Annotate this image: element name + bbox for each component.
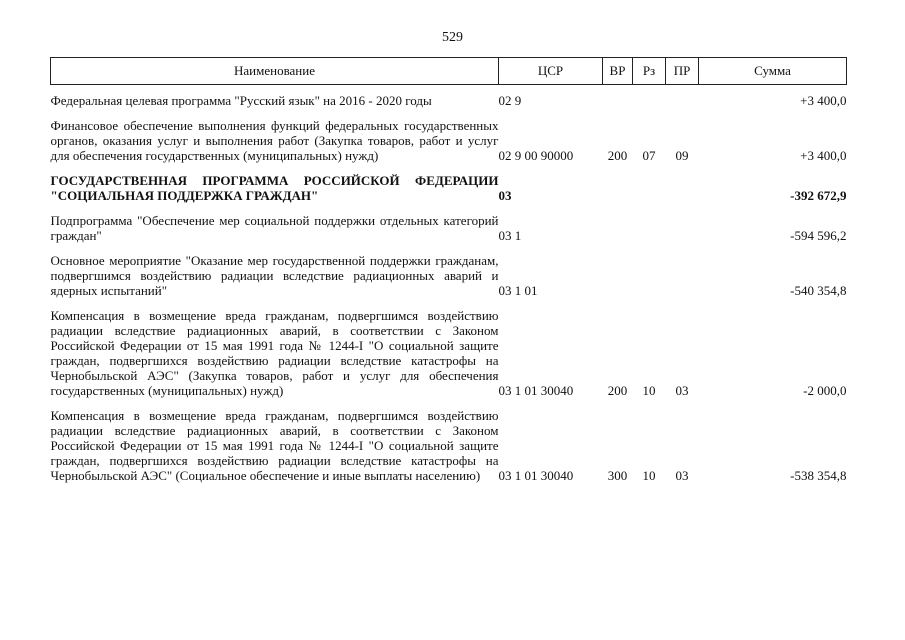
table-row	[51, 243, 847, 298]
budget-table	[50, 57, 847, 483]
header-csr: ЦСР	[499, 58, 603, 85]
row-vr: 200	[607, 148, 628, 163]
table-row	[51, 398, 847, 483]
table-row	[51, 163, 847, 203]
row-csr: 03 1 01	[498, 283, 538, 298]
row-rz: 07	[642, 148, 656, 163]
row-name: Компенсация в возмещение вреда гражданам, подвергшимся воздействию радиации вследствие радиационных аварий, в соответствии с Законом Российской Федерации от 15 мая 1991 года № 1244-I "О социальной защите граждан, подвергшихся воздействию радиации вследствие катастрофы на Чернобыльской АЭС" (Социальное обеспечение и иные выплаты населению)	[50, 408, 499, 483]
row-vr	[603, 85, 633, 109]
row-vr: 300	[607, 468, 628, 483]
table-row	[51, 298, 847, 398]
row-sum: +3 400,0	[800, 148, 847, 163]
row-pr: 03	[675, 383, 689, 398]
table-row	[51, 108, 847, 163]
header-sum: Сумма	[699, 58, 847, 85]
page-number: 529	[442, 30, 463, 45]
row-csr: 02 9 00 90000	[498, 148, 574, 163]
row-rz	[633, 243, 666, 298]
row-pr: 03	[675, 468, 689, 483]
table-row	[51, 203, 847, 243]
row-sum: +3 400,0	[800, 93, 847, 108]
table-row	[51, 85, 847, 109]
row-name: Финансовое обеспечение выполнения функций федеральных государственных органов, оказания услуг и выполнения работ (Закупка товаров, работ и услуг для обеспечения государственных (муниципальных) нужд)	[50, 118, 499, 163]
row-sum: -392 672,9	[790, 188, 847, 203]
row-rz: 10	[642, 468, 656, 483]
row-sum: -540 354,8	[790, 283, 847, 298]
header-pr: ПР	[666, 58, 699, 85]
row-rz	[633, 85, 666, 109]
row-name: Подпрограмма "Обеспечение мер социальной поддержки отдельных категорий граждан"	[50, 213, 499, 243]
row-pr	[666, 203, 699, 243]
row-rz	[633, 203, 666, 243]
row-vr	[603, 203, 633, 243]
row-name: Основное мероприятие "Оказание мер государственной поддержки гражданам, подвергшимся воздействию радиации вследствие радиационных аварий и ядерных испытаний"	[50, 253, 499, 298]
header-rz: Рз	[633, 58, 666, 85]
row-name: ГОСУДАРСТВЕННАЯ ПРОГРАММА РОССИЙСКОЙ ФЕДЕРАЦИИ "СОЦИАЛЬНАЯ ПОДДЕРЖКА ГРАЖДАН"	[50, 173, 499, 203]
row-sum: -538 354,8	[790, 468, 847, 483]
row-pr: 09	[675, 148, 689, 163]
header-vr: ВР	[603, 58, 633, 85]
row-vr: 200	[607, 383, 628, 398]
row-name: Компенсация в возмещение вреда гражданам, подвергшимся воздействию радиации вследствие радиационных аварий, в соответствии с Законом Российской Федерации от 15 мая 1991 года № 1244-I "О социальной защите граждан, подвергшихся воздействию радиации вследствие катастрофы на Чернобыльской АЭС" (Закупка товаров, работ и услуг для обеспечения государственных (муниципальных) нужд)	[50, 308, 499, 398]
row-name: Федеральная целевая программа "Русский язык" на 2016 - 2020 годы	[50, 93, 432, 108]
table-header	[51, 58, 847, 85]
row-pr	[666, 163, 699, 203]
row-sum: -2 000,0	[803, 383, 847, 398]
header-name: Наименование	[51, 58, 499, 85]
row-csr: 03 1 01 30040	[498, 383, 574, 398]
row-csr: 03	[498, 188, 512, 203]
row-vr	[603, 163, 633, 203]
row-rz: 10	[642, 383, 656, 398]
row-pr	[666, 85, 699, 109]
row-csr: 03 1 01 30040	[498, 468, 574, 483]
row-sum: -594 596,2	[790, 228, 847, 243]
row-rz	[633, 163, 666, 203]
row-pr	[666, 243, 699, 298]
row-vr	[603, 243, 633, 298]
row-csr: 02 9	[498, 93, 522, 108]
row-csr: 03 1	[498, 228, 522, 243]
